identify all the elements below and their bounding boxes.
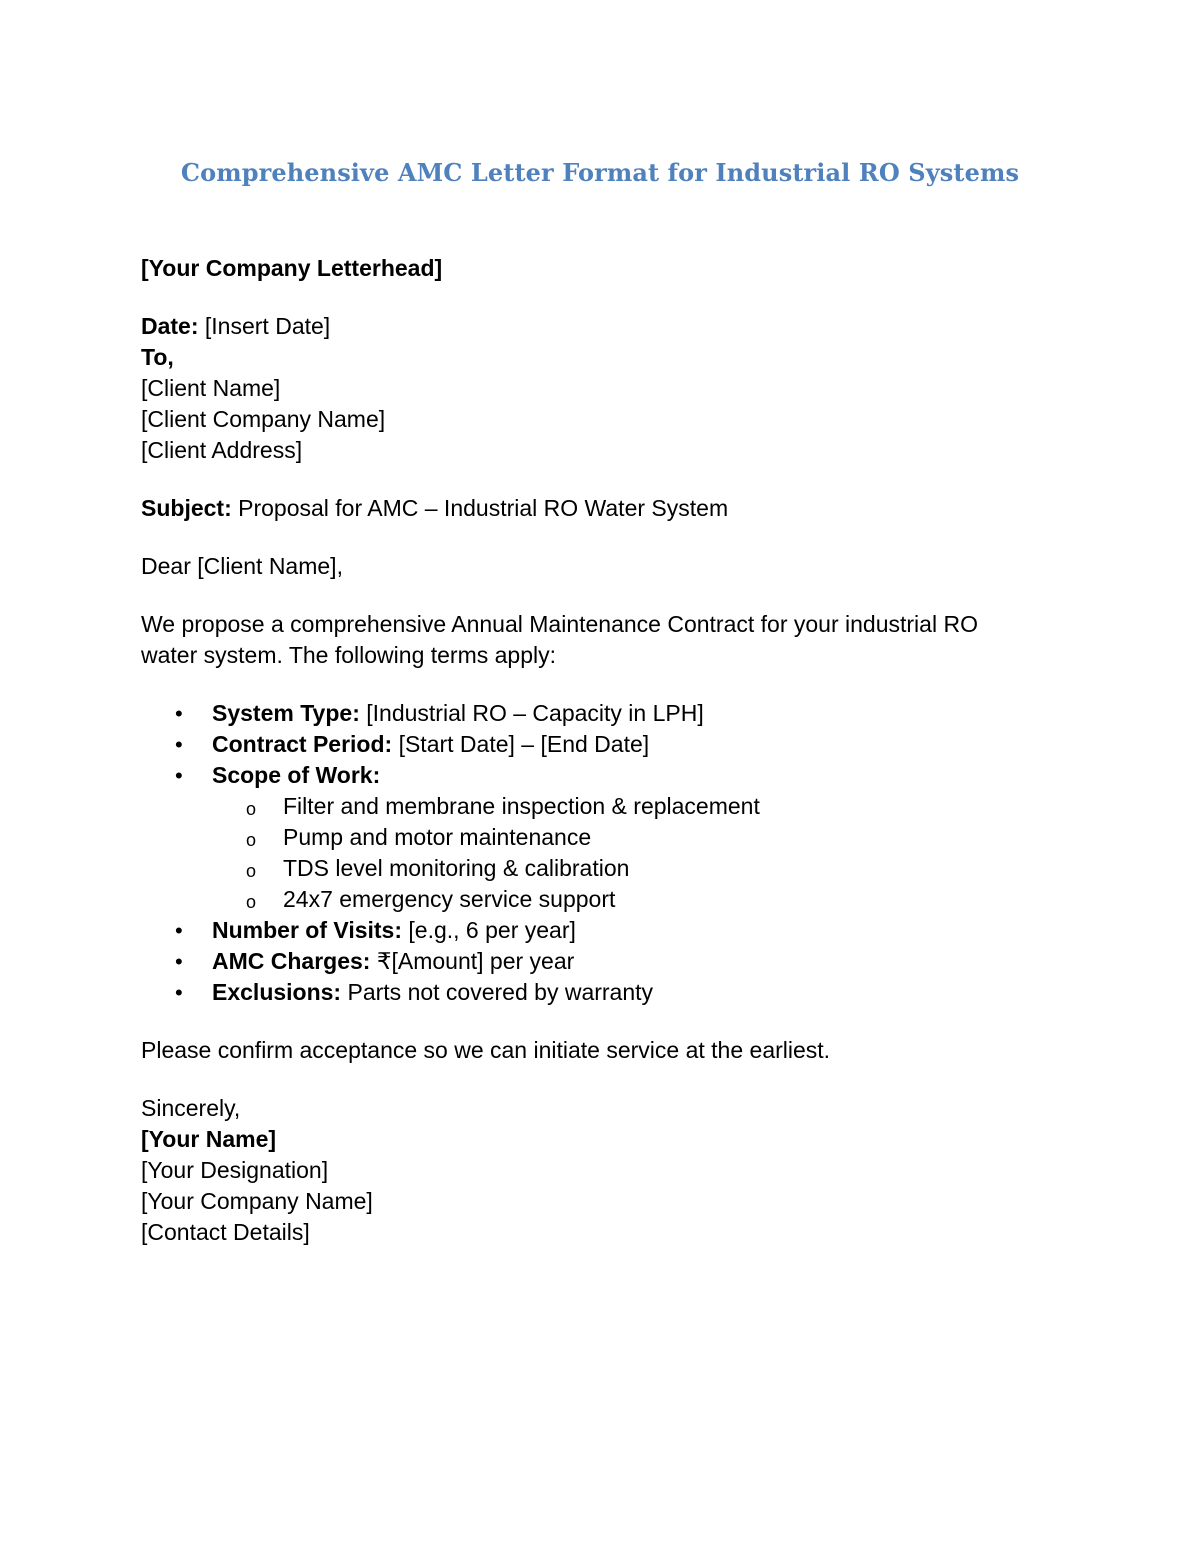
subject-value: Proposal for AMC – Industrial RO Water System (231, 495, 729, 521)
scope-sublist (212, 791, 1041, 915)
bullet-icon: • (175, 949, 183, 974)
term-number-of-visits (141, 915, 1041, 946)
term-system-type (141, 698, 1041, 729)
scope-item-text: Filter and membrane inspection & replacement (283, 793, 760, 819)
intro-paragraph: We propose a comprehensive Annual Maintenance Contract for your industrial RO water system. The following terms apply: (141, 611, 978, 668)
term-label: Contract Period: (212, 731, 393, 757)
scope-item (212, 853, 1041, 884)
scope-item (212, 791, 1041, 822)
to-label: To, (141, 344, 174, 370)
term-value: [Industrial RO – Capacity in LPH] (359, 700, 704, 726)
greeting: Dear [Client Name], (141, 553, 343, 579)
term-exclusions (141, 977, 1041, 1008)
letterhead: [Your Company Letterhead] (141, 255, 443, 281)
sender-contact: [Contact Details] (141, 1219, 310, 1245)
term-label: Exclusions: (212, 979, 342, 1005)
sender-designation: [Your Designation] (141, 1157, 329, 1183)
bullet-icon: • (175, 918, 183, 943)
scope-item-text: Pump and motor maintenance (283, 824, 592, 850)
sender-name: [Your Name] (141, 1126, 277, 1152)
client-address: [Client Address] (141, 437, 303, 463)
term-value: [Start Date] – [End Date] (392, 731, 650, 757)
term-value: [e.g., 6 per year] (402, 917, 576, 943)
circle-bullet-icon: o (246, 799, 257, 819)
document-title: Comprehensive AMC Letter Format for Industrial RO Systems (180, 158, 1020, 187)
bullet-icon: • (175, 732, 183, 757)
subject-label: Subject: (141, 495, 232, 521)
client-name: [Client Name] (141, 375, 281, 401)
closing-request: Please confirm acceptance so we can initiate service at the earliest. (141, 1037, 831, 1063)
term-label: Number of Visits: (212, 917, 402, 943)
subject-line (141, 493, 1041, 524)
bullet-icon: • (175, 763, 183, 788)
circle-bullet-icon: o (246, 830, 257, 850)
term-scope-of-work (141, 760, 1041, 915)
term-contract-period (141, 729, 1041, 760)
term-label: AMC Charges: (212, 948, 371, 974)
client-company: [Client Company Name] (141, 406, 386, 432)
terms-list (141, 698, 1041, 1008)
date-value: [Insert Date] (198, 313, 331, 339)
bullet-icon: • (175, 701, 183, 726)
date-label: Date: (141, 313, 199, 339)
scope-item-text: 24x7 emergency service support (283, 886, 616, 912)
term-amc-charges (141, 946, 1041, 977)
term-label: Scope of Work: (212, 762, 381, 788)
scope-item (212, 884, 1041, 915)
term-value: Parts not covered by warranty (341, 979, 654, 1005)
circle-bullet-icon: o (246, 892, 257, 912)
circle-bullet-icon: o (246, 861, 257, 881)
scope-item-text: TDS level monitoring & calibration (283, 855, 630, 881)
letter-body (141, 253, 1041, 1248)
date-line (141, 311, 1041, 342)
term-label: System Type: (212, 700, 360, 726)
scope-item (212, 822, 1041, 853)
signoff: Sincerely, (141, 1095, 241, 1121)
sender-company: [Your Company Name] (141, 1188, 373, 1214)
bullet-icon: • (175, 980, 183, 1005)
term-value: ₹[Amount] per year (370, 948, 575, 974)
